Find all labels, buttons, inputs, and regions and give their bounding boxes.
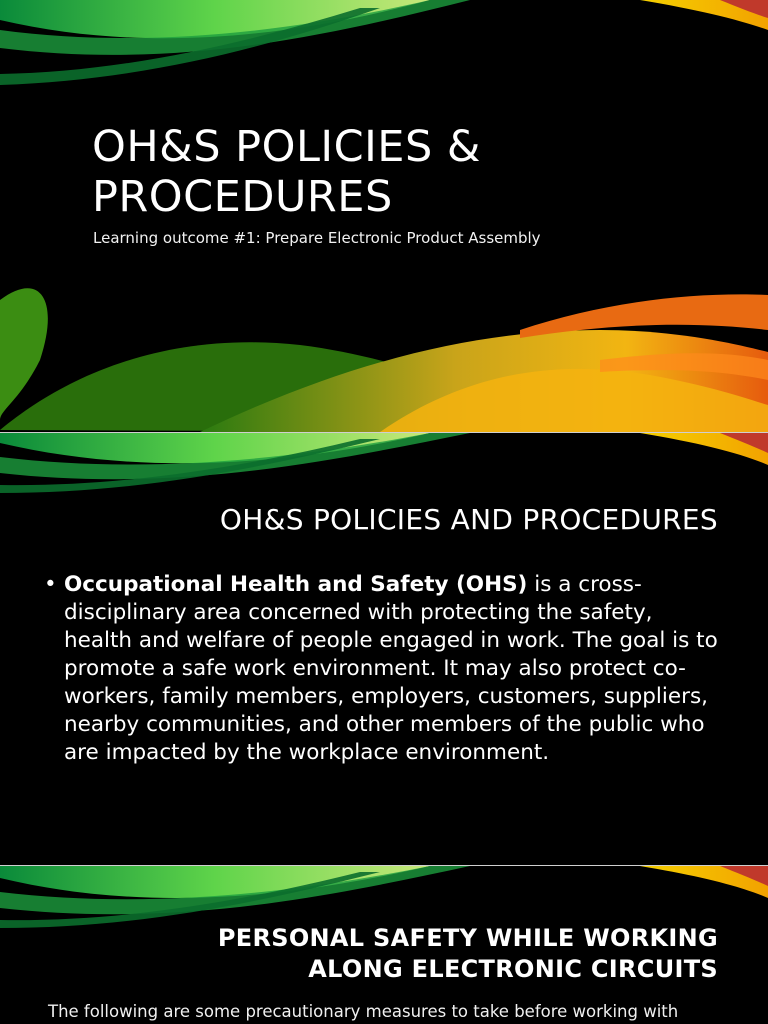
- list-item: [44, 571, 724, 767]
- slide-subtitle: Learning outcome #1: Prepare Electronic Product Assembly: [93, 229, 541, 247]
- slide-body-text: The following are some precautionary measures to take before working with: [48, 1002, 679, 1021]
- content-slide-ohs: [0, 433, 768, 865]
- content-slide-safety: [0, 866, 768, 1024]
- bullet-icon: •: [44, 572, 57, 597]
- bullet-list: [44, 571, 724, 767]
- bold-term: Occupational Health and Safety (OHS): [64, 572, 528, 597]
- slide-title: PERSONAL SAFETY WHILE WORKING ALONG ELECTRONIC CIRCUITS: [217, 924, 718, 983]
- slide-title: OH&S POLICIES & PROCEDURES: [92, 122, 481, 222]
- bullet-text: is a cross-disciplinary area concerned with protecting the safety, health and welfare of people engaged in work. The goal is to promote a safe work environment. It may also protect co-workers, family members, employers, customers, suppliers, nearby communities, and other members of the public who are impacted by the workplace environment.: [64, 572, 718, 765]
- title-slide: [0, 0, 768, 432]
- slide-title: OH&S POLICIES AND PROCEDURES: [219, 503, 718, 536]
